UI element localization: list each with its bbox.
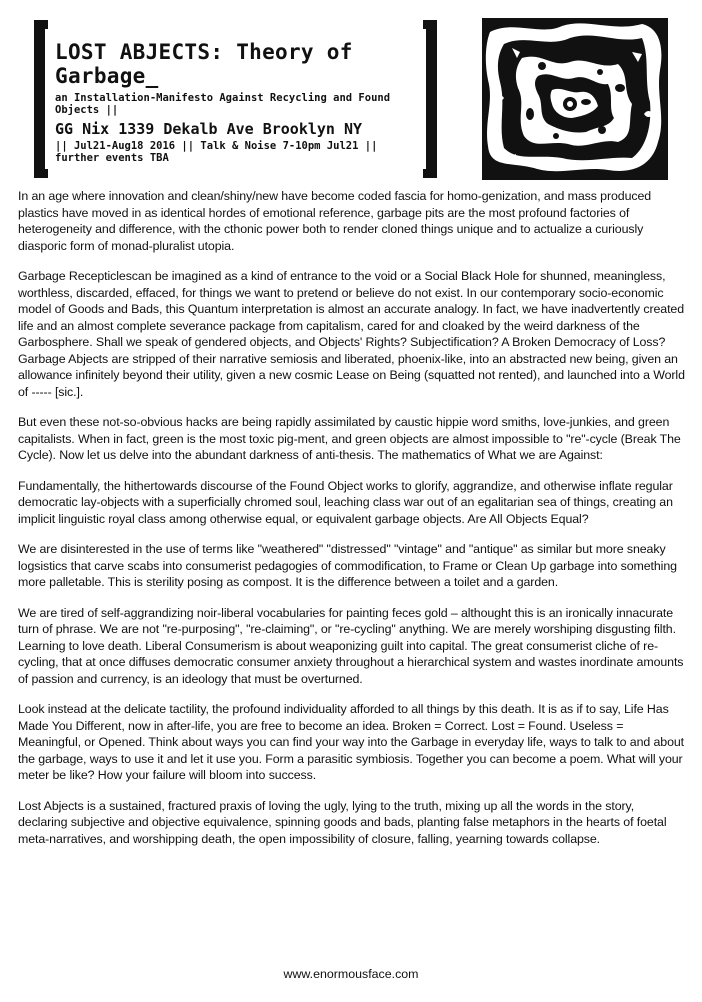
subtitle: an Installation-Manifesto Against Recycling and Found Objects || — [55, 92, 391, 116]
title-line-1: LOST ABJECTS: Theory of — [55, 40, 353, 64]
paragraph: We are disinterested in the use of terms like "weathered" "distressed" "vintage" and "antique" as similar but more sneaky logsistics that carve scabs into consumerist pedagogies of commodification, to Frame or Clean Up garbage into something more palletable. This is sterility posing as compost. It is the difference between a toilet and a garden. — [18, 542, 677, 589]
flyer-header — [0, 0, 702, 185]
paragraph: Fundamentally, the hithertowards discourse of the Found Object works to glorify, aggrandize, and otherwise inflate regular democratic lay-objects with a superficially chromed soul, leaching class war out of an egalitarian sea of things, creating an implicit linguistic royal class among otherwise equal, or equivalent garbage objects. Are All Objects Equal? — [18, 478, 673, 526]
paragraph: We are tired of self-aggrandizing noir-liberal vocabularies for painting feces gold – althought this is an ironically innacurate turn of phrase. We are not "re-purposing", "re-claiming", or "re-cycling" anything. We are merely worshiping disgusting filth. Learning to love death. Liberal Consumerism is about weaponizing guilt into capital. The great consumerist cliche of re-cycling, that at once diffuses democratic consumer anxiety throughout a hierarchical system and wastes inordinate amounts of passion and currency, is an ideology that must be overturned. — [18, 605, 684, 686]
paragraph: Garbage Recepticlescan be imagined as a kind of entrance to the void or a Social Black Hole for shunned, meaningless, worthless, discarded, effaced, for things we want to pretend or believe do not exist. In our contemporary socio-economic model of Goods and Bads, this Quantum interpretation is almost an accurate analogy. In fact, we have inadvertently created life and an almost complete severance package from capitalism, cared for and cloaked by the weird darkness of the Garbosphere. Shall we speak of gendered objects, and Objects' Rights? Subjectification? A Broken Democracy of Loss? Garbage Abjects are stripped of their narrative semiosis and liberated, phoenix-like, into an abstracted new being, given an allowance infinitely beyond their utility, given a new cosmic Lease on Being (squatted not rented), and launched into a World of ----- [sic.]. — [18, 269, 685, 399]
paragraph: Lost Abjects is a sustained, fractured praxis of loving the ugly, lying to the truth, mixing up all the words in the story, declaring subjective and objective equivalence, spinning goods and bads, planting false metaphors in the hearts of foetal meta-narratives, and worshipping death, the open impossibility of closure, falling, yearning towards collapse. — [18, 798, 667, 846]
title-block — [55, 40, 425, 164]
venue-address: GG Nix 1339 Dekalb Ave Brooklyn NY — [55, 120, 363, 138]
title-line-2: Garbage_ — [55, 64, 159, 88]
paragraph: In an age where innovation and clean/shiny/new have become coded fascia for homo-genization, and mass produced plastics have moved in as identical hordes of emotional reference, garbage pits are the most profound factories of heterogeneity and difference, with the cthonic power both to render cloned things unique and to actualize a curiously diasporic form of monad-pluralist utopia. — [18, 189, 652, 253]
garbage-woodcut-illustration-icon — [482, 18, 668, 180]
right-bracket-decoration — [423, 20, 437, 178]
left-bracket-decoration — [34, 20, 48, 178]
paragraph: Look instead at the delicate tactility, the profound individuality afforded to all things by this death. It is as if to say, Life Has Made You Different, now in after-life, you are free to become an idea. Broken = Correct. Lost = Found. Useless = Meaningful, or Opened. Think about ways you can find your way into the Garbage in everyday life, ways to talk to and about the garbage, ways to use it and let it use you. Form a parasitic symbiosis. Together you can become a poem. What will your meter be like? How your failure will bloom into success. — [18, 702, 685, 782]
manifesto-body — [18, 188, 686, 861]
paragraph: But even these not-so-obvious hacks are being rapidly assimilated by caustic hippie word smiths, love-junkies, and green capitalists. When in fact, green is the most toxic pig-ment, and green objects are almost impossible to "re"-cycle (Break The Cycle). Now let us delve into the abundant darkness of anti-thesis. The mathematics of What we are Against: — [18, 415, 681, 462]
page-title — [55, 40, 425, 88]
website-link[interactable]: www.enormousface.com — [283, 967, 419, 981]
event-dates: || Jul21-Aug18 2016 || Talk & Noise 7-10pm Jul21 || further events TBA — [55, 140, 378, 164]
